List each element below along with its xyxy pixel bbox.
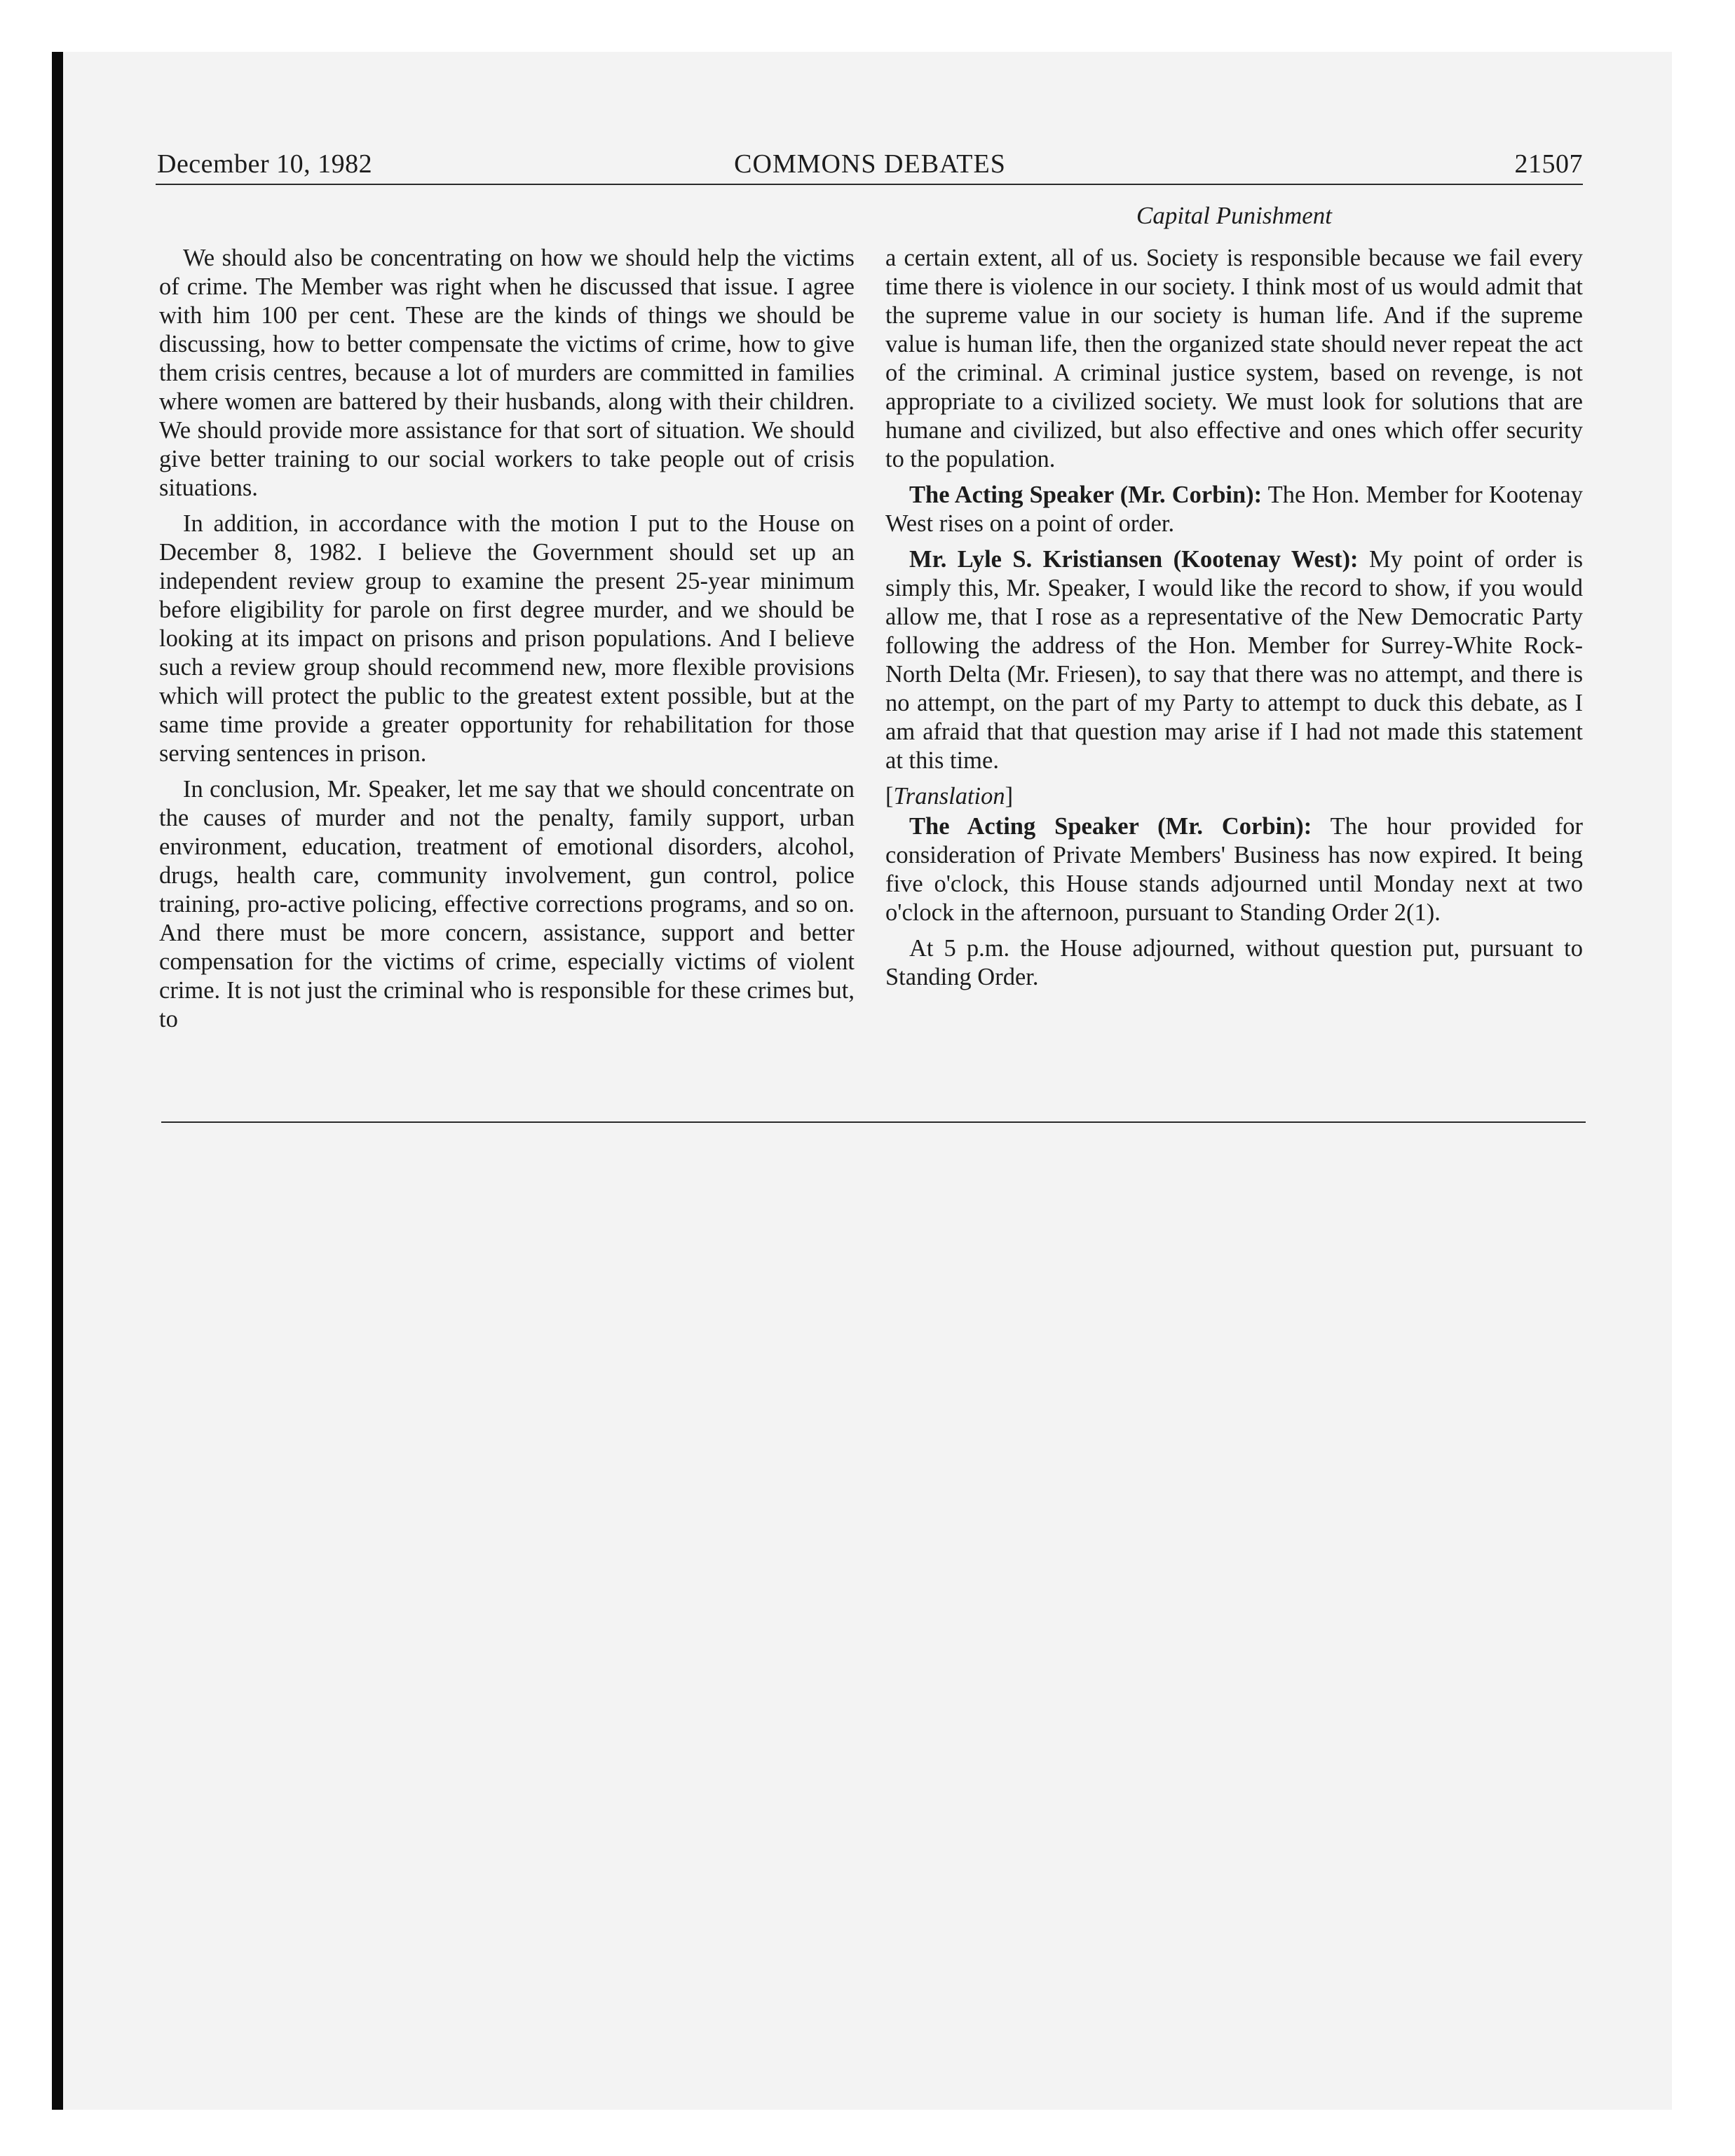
paragraph: In conclusion, Mr. Speaker, let me say that we should concentrate on the causes of murder and not the penalty, family support, urban environment, education, treatment of emotional disorders, alcohol, drugs, health care, community involvement, gun control, police training, pro-active policing, effective corrections programs, and so on. And there must be more concern, assistance, support and better compensation for the victims of crime, especially victims of violent crime. It is not just the criminal who is responsible for these crimes but, to xyxy=(159,776,855,1032)
speech-paragraph xyxy=(885,812,1583,927)
bracket-close: ] xyxy=(1005,783,1014,810)
speech-text: The Hon. Member for Kootenay West rises on a point of order. xyxy=(885,482,1583,537)
closing-paragraph: At 5 p.m. the House adjourned, without question put, pursuant to Standing Order. xyxy=(885,935,1583,990)
scan-edge xyxy=(52,52,63,2110)
paragraph: In addition, in accordance with the motion I put to the House on December 8, 1982. I believe the Government should set up an independent review group to examine the present 25-year minimum before eligibility for parole on first degree murder, and we should be looking at its impact on prisons and prison populations. And I believe such a review group should recommend new, more flexible provisions which will protect the public to the greatest extent possible, but at the same time provide a greater opportunity for rehabilitation for those serving sentences in prison. xyxy=(159,510,855,767)
section-title: Capital Punishment xyxy=(1136,202,1333,229)
speech-text: The hour provided for consideration of Private Members' Business has now expired. It being five o'clock, this House stands adjourned until Monday next at two o'clock in the afternoon, pursuant to Standing Order 2(1). xyxy=(885,813,1583,926)
speaker-name: The Acting Speaker (Mr. Corbin): xyxy=(909,813,1312,840)
translation-tag xyxy=(885,782,1583,811)
speaker-name: The Acting Speaker (Mr. Corbin): xyxy=(909,482,1263,508)
translation-word: Translation xyxy=(893,783,1005,810)
running-header xyxy=(157,149,1583,184)
header-publication: COMMONS DEBATES xyxy=(734,149,1006,179)
speaker-name: Mr. Lyle S. Kristiansen (Kootenay West): xyxy=(909,546,1359,573)
speech-text: My point of order is simply this, Mr. Speaker, I would like the record to show, if you would allow me, that I rose as a representative of the New Democratic Party following the address of the Hon. Member for Surrey-White Rock-North Delta (Mr. Friesen), to say that there was no attempt, and there is no attempt, on the part of my Party to attempt to duck this debate, as I am afraid that that question may arise if I had not made this statement at this time. xyxy=(885,546,1583,774)
header-rule xyxy=(156,184,1583,185)
paragraph: We should also be concentrating on how we should help the victims of crime. The Member was right when he discussed that issue. I agree with him 100 per cent. These are the kinds of things we should be discussing, how to better compensate the victims of crime, how to give them crisis centres, because a lot of murders are committed in families where women are battered by their husbands, along with their children. We should provide more assistance for that sort of situation. We should give better training to our social workers to take people out of crisis situations. xyxy=(159,245,855,501)
header-date: December 10, 1982 xyxy=(157,149,373,179)
right-column xyxy=(885,244,1583,999)
bottom-rule xyxy=(161,1121,1586,1123)
speech-paragraph xyxy=(885,481,1583,538)
left-column xyxy=(159,244,855,1041)
header-page-number: 21507 xyxy=(1514,149,1583,179)
speech-paragraph xyxy=(885,545,1583,775)
bracket-open: [ xyxy=(885,783,894,810)
paragraph-continuation: a certain extent, all of us. Society is responsible because we fail every time there is violence in our society. I think most of us would admit that the supreme value in our society is human life. And if the supreme value is human life, then the organized state should never repeat the act of the criminal. A criminal justice system, based on revenge, is not appropriate to a civilized society. We must look for solutions that are humane and civilized, but also effective and ones which offer security to the population. xyxy=(885,245,1583,472)
